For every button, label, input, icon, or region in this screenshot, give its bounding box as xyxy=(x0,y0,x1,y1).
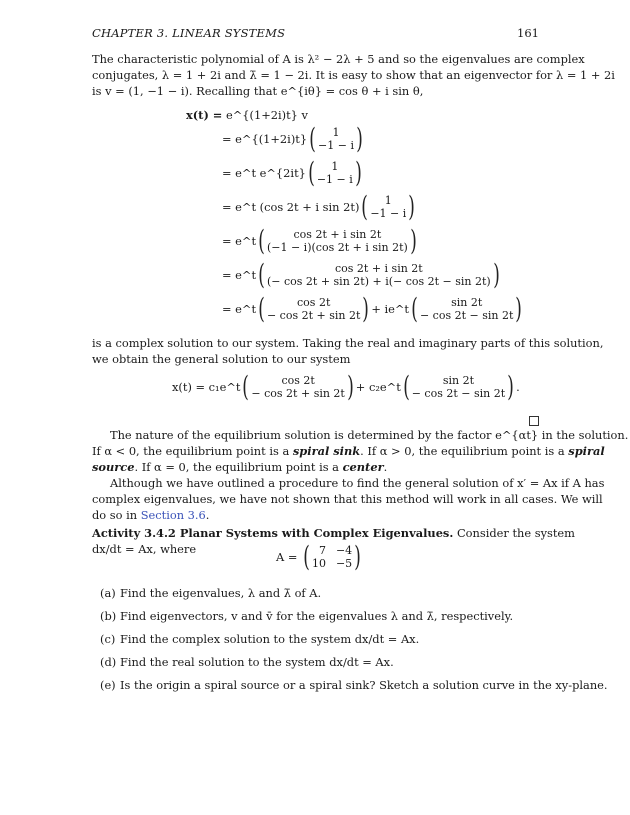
paren-open: ( xyxy=(258,292,265,325)
matrix-A xyxy=(312,544,352,570)
vector-row6: cos 2t + i sin 2t (− cos 2t + sin 2t) + i(− cos 2t − sin 2t) xyxy=(266,262,491,288)
intro-line-1: The characteristic polynomial of A is λ² − 2λ + 5 and so the eigenvalues are complex xyxy=(92,52,585,66)
paren-open: ( xyxy=(303,540,310,573)
matrix-label: A = xyxy=(276,550,298,564)
derivation-row2-prefix: = e^{(1+2i)t} xyxy=(222,132,308,146)
paren-open: ( xyxy=(309,122,316,155)
paren-open: ( xyxy=(242,370,250,403)
derivation-row1-expr: e^{(1+2i)t} v xyxy=(225,108,308,122)
procedure-line-2: complex eigenvalues, we have not shown that this method will work in all cases. We will xyxy=(92,492,603,506)
general-solution-equation xyxy=(172,370,520,403)
general-lhs: x(t) = c₁e^t xyxy=(172,380,241,394)
paren-open: ( xyxy=(308,156,315,189)
nature-line-3: source. If α = 0, the equilibrium point is a center. xyxy=(92,460,388,474)
question-label: (d) xyxy=(100,655,117,669)
question-text: Find the complex solution to the system dx/dt = Ax. xyxy=(120,632,420,646)
derivation-row-6 xyxy=(222,258,502,291)
question-label: (a) xyxy=(100,586,116,600)
derivation-row-7 xyxy=(222,292,524,325)
matrix-cell: −5 xyxy=(335,557,353,570)
term-spiral-sink: spiral sink xyxy=(292,444,361,458)
matrix-cell: 7 xyxy=(318,544,326,557)
matrix-cell: −4 xyxy=(335,544,353,557)
paren-close: ) xyxy=(410,224,417,257)
derivation-row4-prefix: = e^t (cos 2t + i sin 2t) xyxy=(222,200,360,214)
paren-close: ) xyxy=(507,370,514,403)
paren-close: ) xyxy=(492,258,500,291)
paren-close: ) xyxy=(362,292,370,325)
derivation-row-5 xyxy=(222,224,419,257)
chapter-header: CHAPTER 3. LINEAR SYSTEMS xyxy=(92,26,286,40)
general-end: . xyxy=(516,380,520,394)
paren-close: ) xyxy=(515,292,523,325)
vector-one-minus-one-minus-i: 1 −1 − i xyxy=(316,160,353,186)
question-label: (b) xyxy=(100,609,117,623)
middle-line-2: we obtain the general solution to our system xyxy=(92,352,351,366)
derivation-row3-prefix: = e^t e^{2it} xyxy=(222,166,306,180)
paren-open: ( xyxy=(361,190,369,223)
intro-line-3: is v = (1, −1 − i). Recalling that e^{iθ} = cos θ + i sin θ, xyxy=(92,84,424,98)
derivation-row7-plus: + ie^t xyxy=(371,302,410,316)
question-label: (e) xyxy=(100,678,116,692)
question-text: Find the eigenvalues, λ and λ̄ of A. xyxy=(120,586,322,600)
paren-open: ( xyxy=(411,292,418,325)
general-mid: + c₂e^t xyxy=(355,380,401,394)
paren-close: ) xyxy=(354,540,361,573)
section-3-6-link[interactable]: Section 3.6 xyxy=(140,508,206,522)
derivation-row-3 xyxy=(222,156,364,189)
general-left-vector: cos 2t − cos 2t + sin 2t xyxy=(251,374,345,400)
activity-line-2: dx/dt = Ax, where xyxy=(92,542,197,556)
nature-line-2: If α < 0, the equilibrium point is a spiral sink. If α > 0, the equilibrium point is a spiral xyxy=(92,444,605,458)
intro-line-2: conjugates, λ = 1 + 2i and λ̄ = 1 − 2i. It is easy to show that an eigenvector for λ = 1 + 2i xyxy=(92,68,615,82)
paren-close: ) xyxy=(354,156,362,189)
derivation-row7-prefix: = e^t xyxy=(222,302,257,316)
paren-close: ) xyxy=(356,122,363,155)
matrix-A-equation xyxy=(276,540,363,573)
general-right-vector: sin 2t − cos 2t − sin 2t xyxy=(411,374,506,400)
procedure-line-3: do so in Section 3.6. xyxy=(92,508,210,522)
term-source: source xyxy=(92,460,135,474)
term-center: center xyxy=(342,460,384,474)
middle-line-1: is a complex solution to our system. Taking the real and imaginary parts of this solution, xyxy=(92,336,604,350)
paren-close: ) xyxy=(408,190,416,223)
question-label: (c) xyxy=(100,632,116,646)
question-text: Find eigenvectors, v and v̄ for the eigenvalues λ and λ̄, respectively. xyxy=(120,609,514,623)
vector-one-minus-one-minus-i: 1 −1 − i xyxy=(318,126,354,152)
activity-title-line: Activity 3.4.2 Planar Systems with Complex Eigenvalues. Consider the system xyxy=(92,526,575,540)
derivation-row-4 xyxy=(222,190,417,223)
paren-close: ) xyxy=(347,370,354,403)
vector-row7-right: sin 2t − cos 2t − sin 2t xyxy=(419,296,514,322)
paren-open: ( xyxy=(258,258,265,291)
term-spiral: spiral xyxy=(568,444,605,458)
question-text: Is the origin a spiral source or a spiral sink? Sketch a solution curve in the xy-plane. xyxy=(120,678,608,692)
vector-row5: cos 2t + i sin 2t (−1 − i)(cos 2t + i sin 2t) xyxy=(266,228,408,254)
derivation-lhs: x(t) = xyxy=(186,108,223,122)
vector-one-minus-one-minus-i: 1 −1 − i xyxy=(370,194,407,220)
qed-box-icon xyxy=(529,416,539,426)
question-text: Find the real solution to the system dx/dt = Ax. xyxy=(120,655,394,669)
activity-title: Activity 3.4.2 Planar Systems with Complex Eigenvalues. xyxy=(92,526,454,540)
paren-open: ( xyxy=(402,370,410,403)
procedure-line-1: Although we have outlined a procedure to find the general solution of x′ = Ax if A has xyxy=(110,476,605,490)
vector-row7-left: cos 2t − cos 2t + sin 2t xyxy=(266,296,361,322)
paren-open: ( xyxy=(258,224,265,257)
page-number: 161 xyxy=(517,26,539,40)
derivation-row5-prefix: = e^t xyxy=(222,234,257,248)
derivation-row6-prefix: = e^t xyxy=(222,268,257,282)
nature-line-1: The nature of the equilibrium solution is determined by the factor e^{αt} in the solution. xyxy=(110,428,629,442)
derivation-row-1 xyxy=(186,108,308,122)
matrix-cell: 10 xyxy=(311,557,326,570)
derivation-row-2 xyxy=(222,122,365,155)
